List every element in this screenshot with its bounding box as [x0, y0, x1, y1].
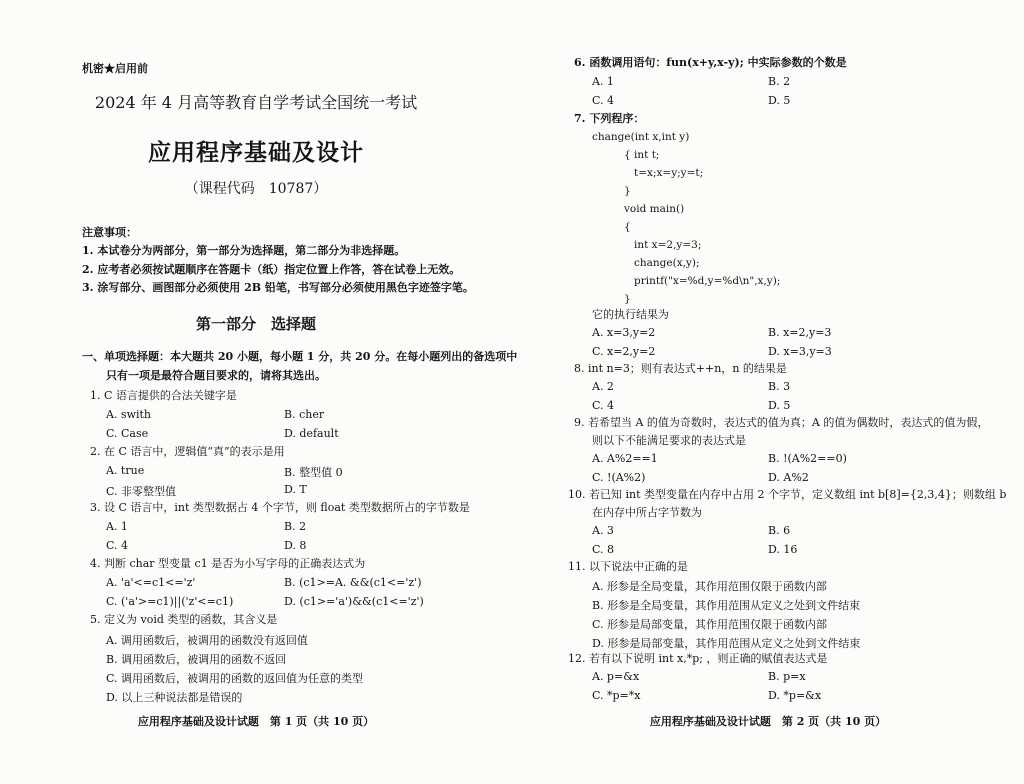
code-line: change(int x,int y) [592, 131, 690, 143]
notice-heading: 注意事项： [82, 226, 137, 239]
option-b: B. p=x [768, 670, 806, 683]
option-d: D. 5 [768, 399, 791, 412]
option-a: A. 调用函数后，被调用的函数没有返回值 [106, 634, 308, 647]
option-b: B. 2 [768, 75, 791, 88]
notice-item: 3. 涂写部分、画图部分必须使用 2B 铅笔，书写部分必须使用黑色字迹签字笔。 [82, 281, 474, 294]
option-c: C. Case [106, 427, 149, 440]
question-stem: 7. 下列程序： [574, 112, 645, 125]
question-stem: 2. 在 C 语言中，逻辑值“真”的表示是用 [90, 445, 285, 458]
option-a: A. swith [106, 408, 152, 421]
option-d: D. 5 [768, 94, 791, 107]
option-a: A. 2 [592, 380, 614, 393]
question-stem: 8. int n=3；则有表达式++n，n 的结果是 [574, 362, 787, 375]
option-c: C. ('a'>=c1)||('z'<=c1) [106, 595, 234, 608]
option-a: A. 1 [106, 520, 128, 533]
code-line: int x=2,y=3; [634, 239, 702, 251]
code-line: { int t; [624, 149, 660, 161]
option-d: D. 以上三种说法都是错误的 [106, 691, 243, 704]
option-d: D. default [284, 427, 339, 440]
option-d: D. x=3,y=3 [768, 345, 832, 358]
option-c: C. 4 [592, 94, 615, 107]
option-d: D. 8 [284, 539, 307, 552]
option-a: A. 'a'<=c1<='z' [106, 576, 196, 589]
option-c: C. !(A%2) [592, 471, 646, 484]
option-b: B. cher [284, 408, 325, 421]
question-stem: 3. 设 C 语言中，int 类型数据占 4 个字节，则 float 类型数据所占的字节数是 [90, 501, 470, 514]
option-c: C. 非零整型值 [106, 485, 177, 498]
confidential-label: 机密★启用前 [82, 62, 148, 75]
option-c: C. *p=*x [592, 689, 641, 702]
option-c: C. 4 [106, 539, 129, 552]
question-stem: 5. 定义为 void 类型的函数，其含义是 [90, 613, 278, 626]
question-stem-cont: 在内存中所占字节数为 [592, 506, 702, 519]
option-c: C. x=2,y=2 [592, 345, 656, 358]
option-a: A. 形参是全局变量，其作用范围仅限于函数内部 [592, 580, 827, 593]
code-line: } [624, 293, 631, 305]
notice-item: 1. 本试卷分为两部分，第一部分为选择题，第二部分为非选择题。 [82, 244, 406, 257]
option-b: B. 2 [284, 520, 307, 533]
option-b: B. x=2,y=3 [768, 326, 832, 339]
page-footer: 应用程序基础及设计试题 第 1 页（共 10 页） [137, 715, 375, 728]
option-c: C. 形参是局部变量，其作用范围仅限于函数内部 [592, 618, 828, 631]
code-line: printf("x=%d,y=%d\n",x,y); [634, 275, 781, 287]
exam-page-2 [512, 0, 1024, 784]
option-b: B. 形参是全局变量，其作用范围从定义之处到文件结束 [592, 599, 861, 612]
part-title: 第一部分 选择题 [195, 315, 316, 333]
option-a: A. 1 [592, 75, 614, 88]
option-b: B. 3 [768, 380, 791, 393]
option-b: B. !(A%2==0) [768, 452, 847, 465]
option-d: D. A%2 [768, 471, 809, 484]
question-stem: 1. C 语言提供的合法关键字是 [90, 389, 237, 402]
exam-title: 2024 年 4 月高等教育自学考试全国统一考试 [94, 93, 418, 112]
question-stem: 11. 以下说法中正确的是 [568, 560, 688, 573]
notice-item: 2. 应考者必须按试题顺序在答题卡（纸）指定位置上作答，答在试卷上无效。 [82, 263, 461, 276]
option-a: A. 3 [592, 524, 614, 537]
option-c: C. 8 [592, 543, 615, 556]
option-c: C. 调用函数后，被调用的函数的返回值为任意的类型 [106, 672, 364, 685]
section-instruction-cont: 只有一项是最符合题目要求的，请将其选出。 [106, 369, 326, 382]
option-d: D. 形参是局部变量，其作用范围从定义之处到文件结束 [592, 637, 861, 650]
option-b: B. 整型值 0 [284, 466, 343, 479]
option-d: D. 16 [768, 543, 798, 556]
option-a: A. x=3,y=2 [592, 326, 656, 339]
subject-title: 应用程序基础及设计 [148, 139, 364, 166]
code-line: void main() [624, 203, 685, 215]
question-stem: 6. 函数调用语句：fun(x+y,x-y); 中实际参数的个数是 [574, 56, 847, 69]
question-stem-cont: 则以下不能满足要求的表达式是 [592, 434, 746, 447]
course-code: （课程代码 10787） [184, 181, 328, 197]
code-line: change(x,y); [634, 257, 700, 269]
question-stem: 12. 若有以下说明 int x,*p; ，则正确的赋值表达式是 [568, 652, 828, 665]
option-c: C. 4 [592, 399, 615, 412]
section-instruction: 一、单项选择题：本大题共 20 小题，每小题 1 分，共 20 分。在每小题列出的备选项中 [82, 350, 518, 363]
option-b: B. 调用函数后，被调用的函数不返回 [106, 653, 287, 666]
code-line: } [624, 185, 631, 197]
option-a: A. true [106, 464, 145, 477]
question-followup: 它的执行结果为 [592, 308, 669, 321]
option-a: A. p=&x [592, 670, 640, 683]
question-stem: 9. 若希望当 A 的值为奇数时，表达式的值为真；A 的值为偶数时，表达式的值为假， [574, 416, 989, 429]
code-line: { [624, 221, 631, 233]
option-b: B. (c1>=A. &&(c1<='z') [284, 576, 422, 589]
option-d: D. (c1>='a')&&(c1<='z') [284, 595, 424, 608]
option-b: B. 6 [768, 524, 791, 537]
question-stem: 4. 判断 char 型变量 c1 是否为小写字母的正确表达式为 [90, 557, 366, 570]
code-line: t=x;x=y;y=t; [634, 167, 704, 179]
question-stem: 10. 若已知 int 类型变量在内存中占用 2 个字节，定义数组 int b[8]={2,3,4}；则数组 b [568, 488, 1007, 501]
option-a: A. A%2==1 [592, 452, 658, 465]
page-footer: 应用程序基础及设计试题 第 2 页（共 10 页） [649, 715, 887, 728]
option-d: D. T [284, 483, 307, 496]
option-d: D. *p=&x [768, 689, 822, 702]
